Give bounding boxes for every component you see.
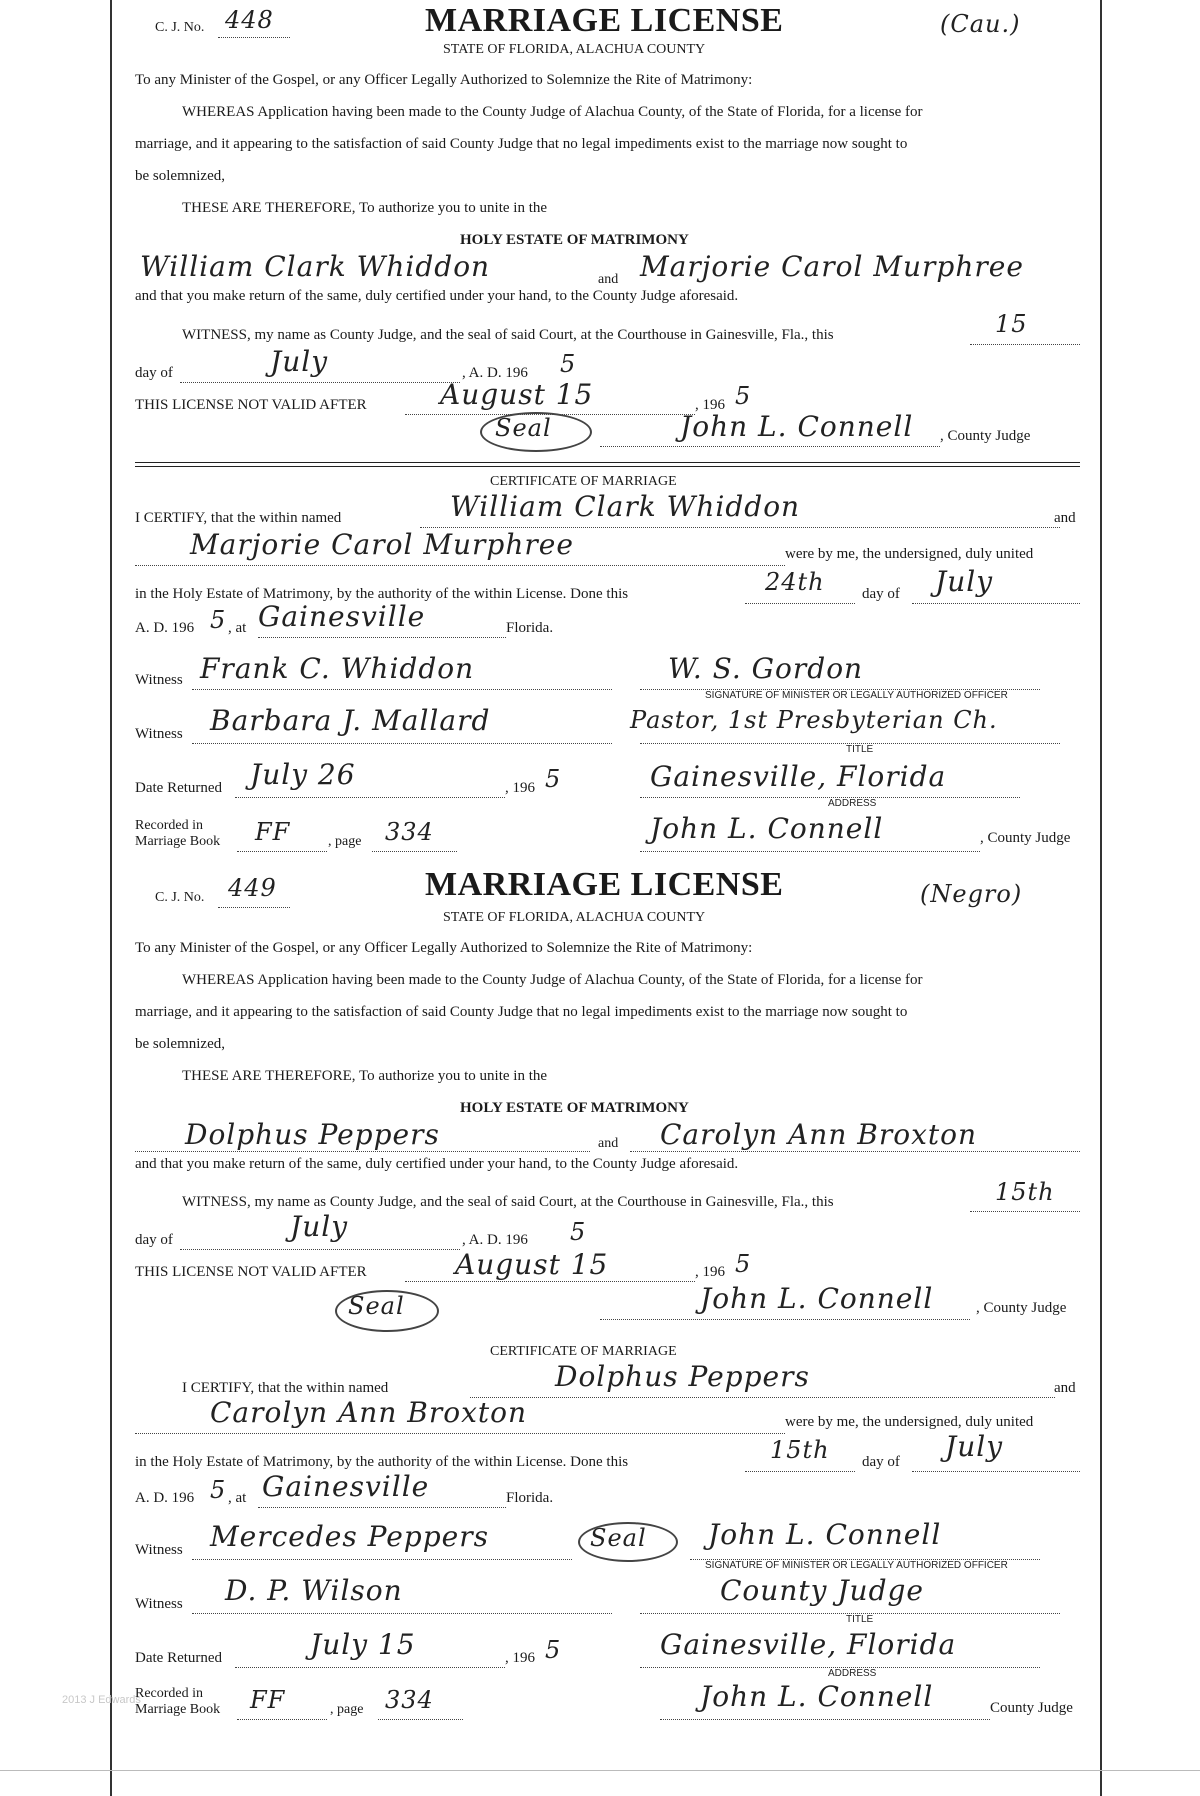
county-judge-label: , County Judge — [976, 1300, 1067, 1316]
cert-ad: A. D. 196 — [135, 1490, 195, 1506]
united-label: were by me, the undersigned, duly united — [785, 546, 1034, 562]
section-divider — [135, 462, 1080, 464]
groom-name: William Clark Whiddon — [140, 250, 491, 283]
not-valid-date: August 15 — [440, 378, 594, 411]
cert-day-of: day of — [862, 1454, 900, 1470]
not-valid-year: 5 — [735, 382, 752, 410]
and-label: and — [598, 1136, 619, 1151]
witness1-dots — [192, 1558, 572, 1560]
cert-year: 5 — [210, 606, 227, 634]
not-valid-label: THIS LICENSE NOT VALID AFTER — [135, 397, 367, 413]
page-dots — [378, 1718, 463, 1720]
year-digit: 5 — [570, 1218, 587, 1246]
recorder-dots — [660, 1718, 990, 1720]
done-month-dots — [912, 1470, 1080, 1472]
cj-label: C. J. No. — [155, 890, 205, 905]
license-subtitle: STATE OF FLORIDA, ALACHUA COUNTY — [443, 910, 706, 925]
certify-label: I CERTIFY, that the within named — [182, 1380, 389, 1396]
day-dots — [970, 1210, 1080, 1212]
page-label: , page — [328, 834, 362, 849]
florida-label: Florida. — [506, 1490, 554, 1506]
title-caption: TITLE — [846, 1614, 874, 1625]
license-title: MARRIAGE LICENSE — [425, 2, 784, 39]
cj-dots — [218, 906, 290, 908]
day-of-label: day of — [135, 1232, 173, 1248]
holy-line: in the Holy Estate of Matrimony, by the authority of the within License. Done this — [135, 586, 629, 602]
book-dots — [237, 1718, 327, 1720]
year-digit: 5 — [560, 350, 577, 378]
month-dots — [180, 1248, 460, 1250]
cert-and: and — [1054, 510, 1076, 526]
done-month: July — [945, 1430, 1004, 1463]
certificate-title: CERTIFICATE OF MARRIAGE — [490, 1344, 677, 1359]
day-dots — [970, 343, 1080, 345]
not-valid-label: THIS LICENSE NOT VALID AFTER — [135, 1264, 367, 1280]
place: Gainesville — [262, 1470, 430, 1503]
address-value: Gainesville, Florida — [660, 1628, 957, 1661]
cert-bride-dots — [135, 564, 785, 566]
at-label: , at — [228, 1490, 247, 1506]
witness2-dots — [192, 1612, 612, 1614]
officer-title: Pastor, 1st Presbyterian Ch. — [630, 706, 998, 734]
cert-groom-dots — [470, 1396, 1055, 1398]
not-valid-date: August 15 — [455, 1248, 609, 1281]
cert-bride: Carolyn Ann Broxton — [210, 1396, 528, 1429]
return-line: and that you make return of the same, duly certified under your hand, to the County Judge aforesaid. — [135, 288, 739, 304]
returned-year-prefix: , 196 — [505, 1650, 535, 1666]
whereas-line-3: be solemnized, — [135, 1036, 225, 1052]
ad-label: , A. D. 196 — [462, 1232, 528, 1248]
day-number: 15th — [995, 1178, 1055, 1206]
cert-groom: Dolphus Peppers — [555, 1360, 810, 1393]
holy-estate-heading: HOLY ESTATE OF MATRIMONY — [460, 232, 689, 248]
recorded-label-1: Recorded in — [135, 1686, 204, 1701]
date-returned-dots — [235, 1666, 505, 1668]
month: July — [290, 1210, 349, 1243]
county-judge-label: , County Judge — [940, 428, 1031, 444]
date-returned-label: Date Returned — [135, 1650, 223, 1666]
witness2-label: Witness — [135, 1596, 183, 1612]
not-valid-year: 5 — [735, 1250, 752, 1278]
place-dots — [258, 1506, 506, 1508]
book-dots — [237, 850, 327, 852]
date-returned: July 15 — [310, 1628, 416, 1661]
license-subtitle: STATE OF FLORIDA, ALACHUA COUNTY — [443, 42, 706, 57]
groom-name: Dolphus Peppers — [185, 1118, 440, 1151]
cj-dots — [218, 36, 290, 38]
witness-line: WITNESS, my name as County Judge, and the seal of said Court, at the Courthouse in Gainesville, Fla., this — [182, 327, 834, 343]
date-returned-dots — [235, 796, 505, 798]
judge-sig-dots — [600, 1318, 970, 1320]
witness1-dots — [192, 688, 612, 690]
year-prefix: , 196 — [695, 397, 725, 413]
cert-and: and — [1054, 1380, 1076, 1396]
page-dots — [372, 850, 457, 852]
seal-text: Seal — [348, 1292, 405, 1320]
book-value: FF — [255, 818, 291, 846]
witness1-name: Mercedes Peppers — [210, 1520, 489, 1553]
therefore-line: THESE ARE THEREFORE, To authorize you to unite in the — [182, 200, 548, 216]
done-day: 24th — [765, 568, 825, 596]
judge-sig-dots — [600, 445, 940, 447]
judge-signature: John L. Connell — [700, 1282, 934, 1315]
recorder-title: County Judge — [990, 1700, 1073, 1716]
place-dots — [258, 636, 506, 638]
at-label: , at — [228, 620, 247, 636]
page-bottom-edge — [0, 1770, 1200, 1771]
cert-year: 5 — [210, 1476, 227, 1504]
cert-day-of: day of — [862, 586, 900, 602]
witness-line: WITNESS, my name as County Judge, and the seal of said Court, at the Courthouse in Gainesville, Fla., this — [182, 1194, 834, 1210]
recorded-label-2: Marriage Book — [135, 834, 221, 849]
title-caption: TITLE — [846, 744, 874, 755]
witness1-label: Witness — [135, 672, 183, 688]
holy-line: in the Holy Estate of Matrimony, by the authority of the within License. Done this — [135, 1454, 629, 1470]
recorder-dots — [640, 850, 980, 852]
page-number: 334 — [385, 1686, 434, 1714]
recorded-label-1: Recorded in — [135, 818, 204, 833]
certify-label: I CERTIFY, that the within named — [135, 510, 342, 526]
cj-number: 449 — [228, 874, 277, 902]
bride-name: Carolyn Ann Broxton — [660, 1118, 978, 1151]
united-label: were by me, the undersigned, duly united — [785, 1414, 1034, 1430]
year-prefix: , 196 — [695, 1264, 725, 1280]
day-of-label: day of — [135, 365, 173, 381]
holy-estate-heading: HOLY ESTATE OF MATRIMONY — [460, 1100, 689, 1116]
address-caption: ADDRESS — [828, 1668, 877, 1679]
race-note: (Negro) — [920, 880, 1023, 908]
cert-groom: William Clark Whiddon — [450, 490, 801, 523]
seal-text: Seal — [495, 414, 552, 442]
witness2-name: D. P. Wilson — [225, 1574, 403, 1607]
cert-ad: A. D. 196 — [135, 620, 195, 636]
month: July — [270, 345, 329, 378]
whereas-line-1: WHEREAS Application having been made to the County Judge of Alachua County, of the State of Florida, for a license for — [182, 104, 923, 120]
witness2-label: Witness — [135, 726, 183, 742]
witness2-dots — [192, 742, 612, 744]
whereas-line-1: WHEREAS Application having been made to the County Judge of Alachua County, of the State of Florida, for a license for — [182, 972, 923, 988]
officer-seal-text: Seal — [590, 1524, 647, 1552]
officer-caption: SIGNATURE OF MINISTER OR LEGALLY AUTHORIZED OFFICER — [705, 690, 1008, 701]
whereas-line-2: marriage, and it appearing to the satisfaction of said County Judge that no legal impediments exist to the marriage now sought to — [135, 136, 908, 152]
watermark: 2013 J Edwards — [62, 1694, 141, 1706]
race-note: (Cau.) — [940, 10, 1021, 38]
bride-name: Marjorie Carol Murphree — [640, 250, 1024, 283]
salutation: To any Minister of the Gospel, or any Officer Legally Authorized to Solemnize the Rite of Matrimony: — [135, 72, 753, 88]
whereas-line-2: marriage, and it appearing to the satisfaction of said County Judge that no legal impediments exist to the marriage now sought to — [135, 1004, 908, 1020]
witness1-name: Frank C. Whiddon — [200, 652, 475, 685]
cj-label: C. J. No. — [155, 20, 205, 35]
date-returned: July 26 — [250, 758, 356, 791]
officer-signature: John L. Connell — [708, 1518, 942, 1551]
florida-label: Florida. — [506, 620, 554, 636]
section-divider-2 — [135, 466, 1080, 468]
witness2-name: Barbara J. Mallard — [210, 704, 491, 737]
done-month-dots — [912, 602, 1080, 604]
ad-label: , A. D. 196 — [462, 365, 528, 381]
done-day: 15th — [770, 1436, 830, 1464]
salutation: To any Minister of the Gospel, or any Officer Legally Authorized to Solemnize the Rite of Matrimony: — [135, 940, 753, 956]
returned-year: 5 — [545, 765, 562, 793]
cj-number: 448 — [225, 6, 274, 34]
book-value: FF — [250, 1686, 286, 1714]
witness1-label: Witness — [135, 1542, 183, 1558]
done-day-dots — [745, 1470, 855, 1472]
judge-signature: John L. Connell — [680, 410, 914, 443]
page-number: 334 — [385, 818, 434, 846]
place: Gainesville — [258, 600, 426, 633]
officer-title: County Judge — [720, 1574, 924, 1607]
done-month: July — [935, 565, 994, 598]
address-caption: ADDRESS — [828, 798, 877, 809]
address-value: Gainesville, Florida — [650, 760, 947, 793]
returned-year: 5 — [545, 1636, 562, 1664]
date-returned-label: Date Returned — [135, 780, 223, 796]
return-line: and that you make return of the same, duly certified under your hand, to the County Judge aforesaid. — [135, 1156, 739, 1172]
done-day-dots — [745, 602, 855, 604]
page-label: , page — [330, 1702, 364, 1717]
and-label: and — [598, 272, 619, 287]
cert-bride: Marjorie Carol Murphree — [190, 528, 574, 561]
day-number: 15 — [995, 310, 1028, 338]
officer-signature: W. S. Gordon — [668, 652, 864, 685]
officer-caption: SIGNATURE OF MINISTER OR LEGALLY AUTHORIZED OFFICER — [705, 1560, 1008, 1571]
license-title: MARRIAGE LICENSE — [425, 866, 784, 903]
recorder-title: , County Judge — [980, 830, 1071, 846]
whereas-line-3: be solemnized, — [135, 168, 225, 184]
certificate-title: CERTIFICATE OF MARRIAGE — [490, 474, 677, 489]
month-dots — [180, 381, 460, 383]
cert-bride-dots — [135, 1432, 785, 1434]
therefore-line: THESE ARE THEREFORE, To authorize you to unite in the — [182, 1068, 548, 1084]
recorder-signature: John L. Connell — [650, 812, 884, 845]
recorded-label-2: Marriage Book — [135, 1702, 221, 1717]
recorder-signature: John L. Connell — [700, 1680, 934, 1713]
returned-year-prefix: , 196 — [505, 780, 535, 796]
